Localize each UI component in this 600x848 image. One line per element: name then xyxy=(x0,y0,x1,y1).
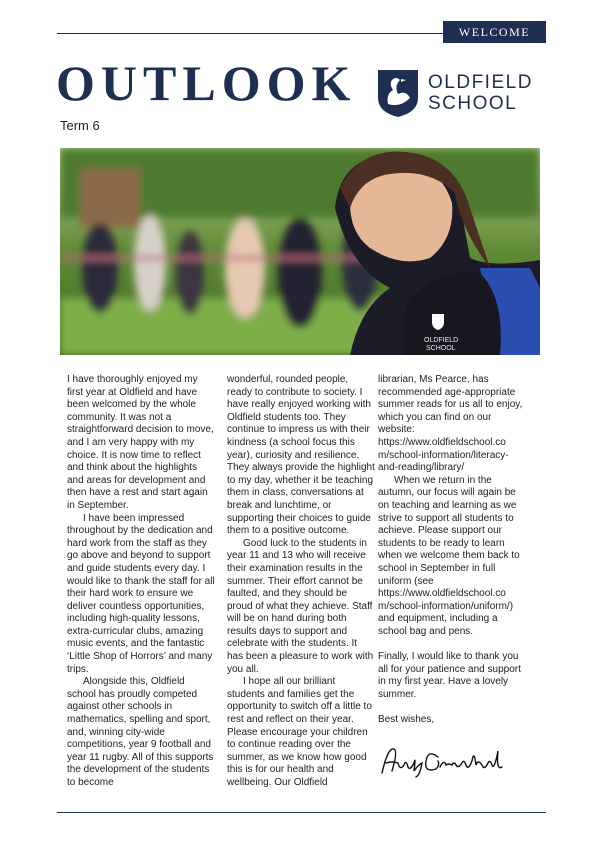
bottom-rule xyxy=(57,812,546,813)
paragraph: Alongside this, Oldfield school has proudly competed against other schools in mathematics, spelling and sport, and, winning city-wide competitions, year 9 football and year 11 rugby. All of this supports the development of the students to become xyxy=(67,676,214,788)
article-column-2 xyxy=(227,374,375,790)
paragraph: wonderful, rounded people, ready to contribute to society. I have really enjoyed working with Oldfield students too. They continue to impress us with their kindness (a school focus this year), curiosity and resilience. They always provide the highlight to my day, whether it be teaching them in class, conversations at break and lunchtime, or supporting their choices to guide them to a positive outcome. xyxy=(227,374,375,537)
paragraph: Finally, I would like to thank you all for your patience and support in my first year. Have a lovely summer. xyxy=(378,651,521,700)
students-photo-illustration xyxy=(60,148,540,355)
top-rule xyxy=(57,33,445,34)
paragraph: When we return in the autumn, our focus will again be on teaching and learning as we strive to support all students to achieve. Please support our students to be ready to learn when we welcome them back to school in September in full uniform (see https://www.oldfieldschool.co m/school-information/uniform/) and equipment, including a school bag and pens. xyxy=(378,474,520,637)
article-column-1 xyxy=(67,374,215,790)
term-label: Term 6 xyxy=(60,118,100,133)
logo-line-2: SCHOOL xyxy=(428,93,518,114)
paragraph: librarian, Ms Pearce, has recommended age-appropriate summer reads for us all to enjoy, which you can find on our website: https://www.oldfieldschool.co m/school-information/literacy-and-reading/library/ xyxy=(378,374,523,474)
shirt-text-line-2: SCHOOL xyxy=(426,345,456,352)
sign-off: Best wishes, xyxy=(378,714,435,726)
paragraph: Good luck to the students in year 11 and 13 who will receive their examination results in the summer. Their effort cannot be faulted, and they should be proud of what they achieve. Staff will be on hand during both results days to support and celebrate with the students. It has been a pleasure to work with you all. xyxy=(227,537,374,675)
paragraph: I have been impressed throughout by the dedication and hard work from the staff as they go above and beyond to support and guide students every day. I would like to thank the staff for all their hard work to ensure we deliver countless opportunities, including high-quality lessons, extra-curricular clubs, amazing music events, and the fantastic ‘Little Shop of Horrors’ and many trips. xyxy=(67,512,215,675)
logo-line-1: OLDFIELD xyxy=(428,72,533,93)
signature-icon xyxy=(378,741,508,779)
logo-wordmark xyxy=(428,72,533,114)
shirt-text-line-1: OLDFIELD xyxy=(424,337,459,344)
school-logo xyxy=(376,68,533,118)
article-column-3 xyxy=(378,374,528,779)
hero-photo xyxy=(60,148,540,355)
swan-shield-icon xyxy=(376,68,420,118)
masthead-title: OUTLOOK xyxy=(56,55,357,111)
section-tag: WELCOME xyxy=(443,21,546,43)
paragraph: I hope all our brilliant students and families get the opportunity to switch off a little to rest and reflect on their year. Please encourage your children to continue reading over the summer, as we know how good this is for our health and wellbeing. Our Oldfield xyxy=(227,676,372,788)
paragraph: I have thoroughly enjoyed my first year at Oldfield and have been welcomed by the whole community. It was not a straightforward decision to move, and I am very happy with my choice. It is now time to reflect and think about the highlights and areas for development and then have a rest and start again in September. xyxy=(67,374,214,511)
